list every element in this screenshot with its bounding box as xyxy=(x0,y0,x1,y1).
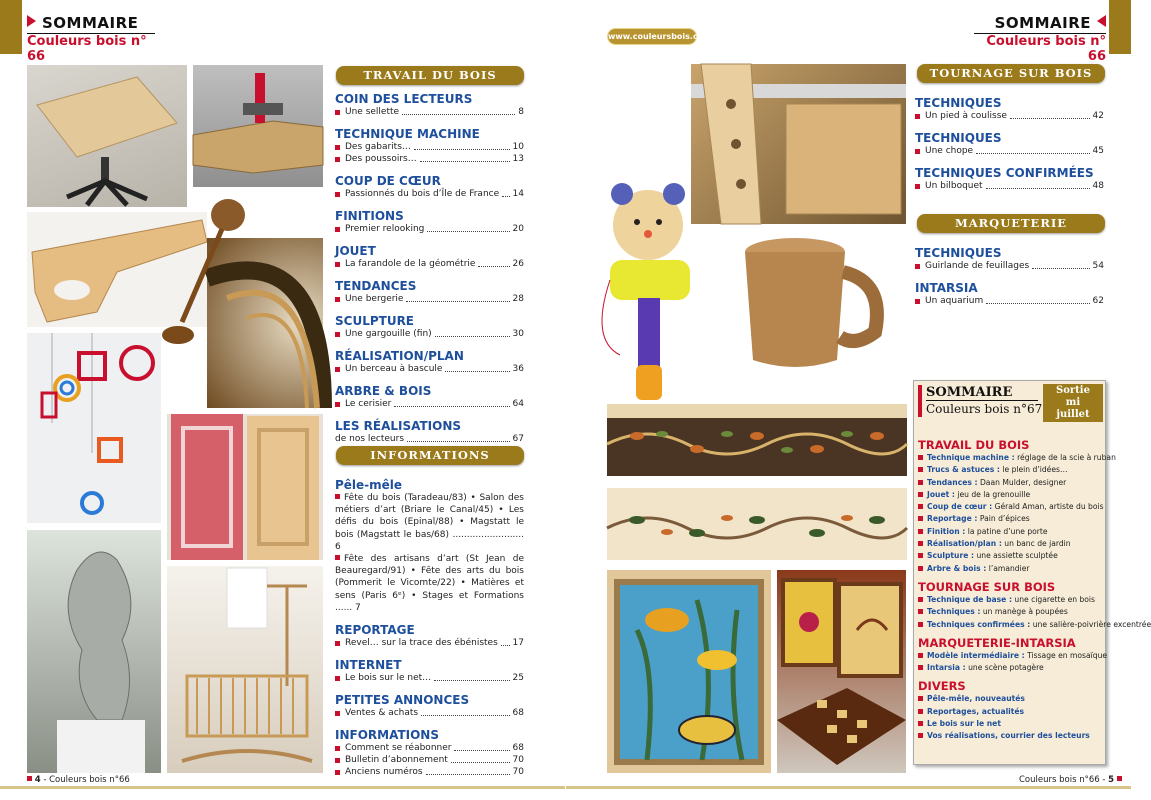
next-issue-contents xyxy=(918,433,1151,743)
next-issue-rubric: Technique de base : xyxy=(927,594,1013,604)
next-issue-topic: une cigarette en bois xyxy=(1012,594,1095,604)
toc-entry[interactable] xyxy=(335,223,524,235)
toc-tournage-sur-bois xyxy=(915,96,1104,201)
bullet-icon xyxy=(918,597,923,602)
entry-page-number: 67 xyxy=(512,434,524,444)
release-date-badge: Sortie mi juillet xyxy=(1043,384,1103,422)
bullet-icon xyxy=(335,555,340,560)
next-issue-title: SOMMAIRE xyxy=(926,385,1013,400)
dot-leader xyxy=(435,336,510,337)
toc-section xyxy=(335,279,524,305)
bullet-icon xyxy=(918,609,923,614)
toc-entry[interactable] xyxy=(335,754,524,766)
section-heading[interactable]: TECHNIQUES xyxy=(915,131,1002,145)
bullet-icon xyxy=(335,494,340,499)
next-issue-rubric: Techniques : xyxy=(927,607,981,617)
toc-section xyxy=(335,244,524,270)
photo-guirlande-1 xyxy=(607,404,907,476)
next-issue-topic: un manège à poupées xyxy=(980,607,1068,617)
next-issue-topic: jeu de la grenouille xyxy=(954,489,1031,499)
photo-berceau xyxy=(167,566,323,773)
next-issue-item xyxy=(918,477,1102,489)
entry-title: Un berceau à bascule xyxy=(345,364,443,374)
bullet-icon xyxy=(918,622,923,627)
toc-entry[interactable] xyxy=(915,295,1104,307)
next-issue-topic: l’amandier xyxy=(986,563,1030,573)
next-issue-item xyxy=(918,550,1102,562)
bullet-icon xyxy=(335,110,340,115)
next-issue-item xyxy=(918,662,1102,674)
chope-illustration xyxy=(735,232,885,372)
bullet-icon xyxy=(1117,776,1122,781)
next-issue-topic: le plein d’idées… xyxy=(999,465,1068,475)
pied-a-coulisse-illustration xyxy=(691,64,906,224)
red-triangle-icon xyxy=(1097,15,1106,27)
section-heading[interactable]: TENDANCES xyxy=(335,279,417,293)
next-issue-rubric: Coup de cœur : xyxy=(927,502,993,512)
dot-leader xyxy=(501,645,510,646)
toc-travail-du-bois xyxy=(335,92,524,454)
next-issue-subtitle: Couleurs bois n°67 xyxy=(926,402,1043,416)
gargouille-illustration xyxy=(27,530,161,773)
entry-title: Passionnés du bois d’Île de France xyxy=(345,189,500,199)
next-issue-topic: une assiette sculptée xyxy=(974,551,1058,561)
dot-leader xyxy=(427,231,509,232)
dot-leader xyxy=(478,266,509,267)
bullet-icon xyxy=(335,641,340,646)
next-issue-item xyxy=(918,718,1102,730)
next-issue-rubric: Le bois sur le net xyxy=(927,719,1001,729)
pele-mele-para-2[interactable]: Fête des artisans d’art (St Jean de Beauregard/91) • Fête des arts du bois (Pommerit le Vicomte/22) • Matières et sens (Paris 6ᵉ) • Stages et Formations ...... 7 xyxy=(335,554,524,613)
photo-guirlande-2 xyxy=(607,488,907,560)
bullet-icon xyxy=(335,746,340,751)
section-heading[interactable]: FINITIONS xyxy=(335,209,404,223)
entry-title: Des gabarits… xyxy=(345,142,411,152)
entry-page-number: 28 xyxy=(512,294,524,304)
bullet-icon xyxy=(335,332,340,337)
entry-title: Une chope xyxy=(925,146,974,156)
next-issue-rubric: Jouet : xyxy=(927,489,955,499)
bullet-icon xyxy=(918,492,923,497)
section-heading[interactable]: RÉALISATION/PLAN xyxy=(335,349,464,363)
bullet-icon xyxy=(918,653,923,658)
toc-entry[interactable] xyxy=(335,153,524,165)
bilboquet-illustration xyxy=(160,197,250,347)
bullet-icon xyxy=(915,114,920,119)
dot-leader xyxy=(1032,268,1089,269)
bullet-icon xyxy=(915,299,920,304)
section-heading[interactable]: PETITES ANNONCES xyxy=(335,693,470,708)
sellette-illustration xyxy=(27,65,187,207)
mobile-illustration xyxy=(27,333,161,523)
toc-section xyxy=(335,92,524,118)
bullet-icon xyxy=(335,711,340,716)
photo-sellette xyxy=(27,65,187,207)
next-issue-topic: Gérald Aman, artiste du bois xyxy=(992,502,1104,512)
entry-page-number: 64 xyxy=(512,399,524,409)
entry-page-number: 68 xyxy=(512,743,524,754)
bullet-icon xyxy=(915,264,920,269)
section-heading[interactable]: INFORMATIONS xyxy=(335,728,439,743)
entry-page-number: 13 xyxy=(512,154,524,164)
bullet-icon xyxy=(335,402,340,407)
dot-leader xyxy=(414,149,510,150)
footer-left: 4 - Couleurs bois n°66 xyxy=(27,775,130,785)
dot-leader xyxy=(976,153,1089,154)
next-issue-rubric: Pêle-mêle, nouveautés xyxy=(927,694,1025,704)
entry-title: Un pied à coulisse xyxy=(925,111,1007,121)
entry-title: Une gargouille (fin) xyxy=(345,329,432,339)
section-heading[interactable]: TECHNIQUES CONFIRMÉES xyxy=(915,166,1094,180)
toc-informations xyxy=(335,478,524,787)
next-issue-rubric: Reportages, actualités xyxy=(927,706,1025,716)
next-issue-item xyxy=(918,452,1116,464)
dot-leader xyxy=(394,406,509,407)
dot-leader xyxy=(454,750,509,751)
toc-section xyxy=(335,419,524,445)
section-heading[interactable]: REPORTAGE xyxy=(335,623,415,638)
toc-entry[interactable] xyxy=(335,707,524,719)
bullet-icon xyxy=(335,770,340,775)
next-issue-rubric: Intarsia : xyxy=(927,663,966,673)
pele-mele-para-1[interactable]: Fête du bois (Taradeau/83) • Salon des métiers d’art (Briare le Canal/45) • Les défis du bois (Epinal/88) • Magstatt le bois (Magstatt le bas/68) ......................... 6 xyxy=(335,493,524,552)
bullet-icon xyxy=(918,529,923,534)
toc-section xyxy=(915,131,1104,157)
entry-title: Revel… sur la trace des ébénistes xyxy=(345,638,498,649)
toc-entry[interactable] xyxy=(915,260,1104,272)
left-masthead xyxy=(27,14,155,64)
photo-chope xyxy=(735,232,885,372)
next-issue-rubric: Arbre & bois : xyxy=(927,563,987,573)
bullet-icon xyxy=(915,184,920,189)
berceau-illustration xyxy=(167,566,323,773)
next-issue-topic: un banc de jardin xyxy=(1001,539,1071,549)
toc-section xyxy=(335,728,524,778)
photo-bilboquet-tourne xyxy=(160,197,250,347)
toc-section xyxy=(335,314,524,340)
entry-page-number: 20 xyxy=(512,224,524,234)
bullet-icon xyxy=(918,541,923,546)
entry-title: Le bois sur le net… xyxy=(345,673,432,684)
toc-entry[interactable] xyxy=(335,328,524,340)
entry-page-number: 36 xyxy=(512,364,524,374)
banner-informations: INFORMATIONS xyxy=(336,446,524,465)
entry-page-number: 45 xyxy=(1092,146,1104,156)
bullet-icon xyxy=(335,297,340,302)
entry-page-number: 26 xyxy=(512,259,524,269)
right-masthead-title: SOMMAIRE xyxy=(994,14,1091,32)
entry-title: Anciens numéros xyxy=(345,767,423,778)
toc-entry[interactable] xyxy=(335,363,524,375)
next-issue-item xyxy=(918,501,1102,513)
toc-informations-sections xyxy=(335,623,524,778)
bullet-icon xyxy=(335,758,340,763)
dot-leader xyxy=(434,680,509,681)
next-issue-topic: Pain d’épices xyxy=(977,514,1030,524)
page-number: 5 xyxy=(1108,775,1115,785)
next-issue-topic: Tissage en mosaïque xyxy=(1024,650,1108,660)
toc-section xyxy=(335,623,524,649)
section-heading[interactable]: INTARSIA xyxy=(915,281,978,295)
footer-right: Couleurs bois n°66 - 5 xyxy=(1019,775,1122,785)
bullet-icon xyxy=(915,149,920,154)
next-issue-section-heading: MARQUETERIE-INTARSIA xyxy=(918,635,1076,650)
next-issue-rubric: Réalisation/plan : xyxy=(927,539,1002,549)
gabarit-illustration xyxy=(193,65,323,187)
marqueterie-illustration xyxy=(777,570,906,773)
bullet-icon xyxy=(918,566,923,571)
entry-page-number: 62 xyxy=(1092,296,1104,306)
section-heading[interactable]: COUP DE CŒUR xyxy=(335,174,441,188)
toc-entry[interactable] xyxy=(335,766,524,778)
jouet-bilboquet-illustration xyxy=(590,180,710,410)
entry-page-number: 14 xyxy=(512,189,524,199)
dot-leader xyxy=(1010,118,1090,119)
next-issue-topic: Daan Mulder, designer xyxy=(977,477,1067,487)
dot-leader xyxy=(445,371,509,372)
section-heading[interactable]: TECHNIQUES xyxy=(915,246,1002,260)
next-issue-section-heading: TOURNAGE SUR BOIS xyxy=(918,579,1056,594)
next-issue-topic: la patine d’une porte xyxy=(965,526,1048,536)
next-issue-item xyxy=(918,693,1102,705)
left-masthead-subtitle: Couleurs bois n° 66 xyxy=(27,34,147,64)
next-issue-rubric: Techniques confirmées : xyxy=(927,619,1031,629)
next-issue-item xyxy=(918,619,1151,631)
next-issue-item xyxy=(918,650,1108,662)
next-issue-rubric: Sculpture : xyxy=(927,551,975,561)
section-heading[interactable]: LES RÉALISATIONS xyxy=(335,419,462,433)
entry-page-number: 25 xyxy=(512,673,524,684)
next-issue-rubric: Reportage : xyxy=(927,514,978,524)
toc-section xyxy=(915,281,1104,307)
next-issue-item xyxy=(918,513,1102,525)
bullet-icon xyxy=(918,709,923,714)
photo-gargouille xyxy=(27,530,161,773)
toc-entry[interactable] xyxy=(335,293,524,305)
section-heading[interactable]: SCULPTURE xyxy=(335,314,415,328)
toc-entry[interactable] xyxy=(335,672,524,684)
toc-entry[interactable] xyxy=(915,110,1104,122)
photo-marqueterie-boite xyxy=(777,570,906,773)
bullet-icon xyxy=(335,676,340,681)
section-heading[interactable]: JOUET xyxy=(335,244,376,258)
next-issue-item xyxy=(918,526,1102,538)
entry-title: La farandole de la géométrie xyxy=(345,259,476,269)
entry-page-number: 48 xyxy=(1092,181,1104,191)
next-issue-topic: une salière-poivrière excentrée xyxy=(1030,619,1151,629)
dot-leader xyxy=(451,762,510,763)
next-issue-rubric: Finition : xyxy=(927,526,966,536)
section-heading[interactable]: COIN DES LECTEURS xyxy=(335,92,473,106)
entry-title: Ventes & achats xyxy=(345,708,419,719)
entry-title: de nos lecteurs xyxy=(335,434,405,444)
next-issue-item xyxy=(918,706,1102,718)
entry-page-number: 17 xyxy=(512,638,524,649)
toc-entry[interactable] xyxy=(335,433,524,445)
toc-entry[interactable] xyxy=(335,398,524,410)
entry-page-number: 68 xyxy=(512,708,524,719)
next-issue-item xyxy=(918,489,1102,501)
next-issue-topic: réglage de la scie à ruban xyxy=(1014,453,1116,462)
toc-entry[interactable] xyxy=(335,141,524,153)
page-number: 4 xyxy=(34,775,41,785)
section-heading[interactable]: TECHNIQUE MACHINE xyxy=(335,127,480,141)
banner-travail-du-bois: TRAVAIL DU BOIS xyxy=(336,66,524,85)
bullet-icon xyxy=(335,367,340,372)
next-issue-item xyxy=(918,606,1102,618)
toc-section xyxy=(335,349,524,375)
toc-entry[interactable] xyxy=(915,180,1104,192)
guirlande-2-illustration xyxy=(607,488,907,560)
doors-illustration xyxy=(167,414,323,560)
bullet-icon xyxy=(335,227,340,232)
entry-title: Premier relooking xyxy=(345,224,425,234)
toc-section xyxy=(915,96,1104,122)
left-edge-bar xyxy=(0,0,22,54)
next-issue-rubric: Vos réalisations, courrier des lecteurs xyxy=(927,731,1090,741)
next-issue-item xyxy=(918,563,1102,575)
entry-title: Des poussoirs… xyxy=(345,154,417,164)
bullet-icon xyxy=(918,516,923,521)
toc-entry[interactable] xyxy=(335,637,524,649)
entry-title: Un bilboquet xyxy=(925,181,983,191)
section-heading[interactable]: INTERNET xyxy=(335,658,402,673)
right-edge-bar xyxy=(1109,0,1131,54)
bullet-icon xyxy=(918,665,923,670)
bullet-icon xyxy=(335,157,340,162)
section-heading[interactable]: Pêle-mêle xyxy=(335,478,403,492)
toc-entry[interactable] xyxy=(335,258,524,270)
next-issue-box xyxy=(913,380,1151,765)
entry-title: Une bergerie xyxy=(345,294,404,304)
footer-bar-right xyxy=(566,786,1131,789)
toc-section xyxy=(335,658,524,684)
section-heading[interactable]: ARBRE & BOIS xyxy=(335,384,432,398)
bullet-icon xyxy=(918,721,923,726)
section-heading[interactable]: TECHNIQUES xyxy=(915,96,1002,110)
entry-page-number: 10 xyxy=(512,142,524,152)
photo-relooking-portes xyxy=(167,414,323,560)
toc-entry[interactable] xyxy=(915,145,1104,157)
toc-entry[interactable] xyxy=(335,742,524,754)
bullet-icon xyxy=(918,467,923,472)
red-bar xyxy=(918,385,922,417)
entry-page-number: 70 xyxy=(512,767,524,778)
next-issue-rule xyxy=(926,400,1038,401)
red-triangle-icon xyxy=(27,15,36,27)
bullet-icon xyxy=(918,696,923,701)
next-issue-rubric: Technique machine : xyxy=(927,453,1015,462)
dot-leader xyxy=(421,715,509,716)
next-issue-item xyxy=(918,464,1102,476)
bullet-icon xyxy=(335,192,340,197)
bullet-icon xyxy=(918,480,923,485)
dot-leader xyxy=(502,196,509,197)
bullet-icon xyxy=(918,504,923,509)
toc-section xyxy=(335,127,524,165)
bullet-icon xyxy=(27,776,32,781)
bullet-icon xyxy=(918,733,923,738)
bullet-icon xyxy=(335,145,340,150)
toc-section xyxy=(335,384,524,410)
next-issue-item xyxy=(918,730,1102,742)
dot-leader xyxy=(426,774,510,775)
entry-title: Un aquarium xyxy=(925,296,984,306)
photo-pied-a-coulisse xyxy=(691,64,906,224)
next-issue-rubric: Trucs & astuces : xyxy=(927,465,1000,475)
photo-gabarit xyxy=(193,65,323,187)
dot-leader xyxy=(986,303,1089,304)
toc-entry[interactable] xyxy=(335,106,524,118)
next-issue-item xyxy=(918,538,1102,550)
toc-section xyxy=(335,174,524,200)
next-issue-rubric: Modèle intermédiaire : xyxy=(927,650,1025,660)
entry-title: Une sellette xyxy=(345,107,400,117)
dot-leader xyxy=(420,161,510,162)
entry-page-number: 70 xyxy=(512,755,524,766)
next-issue-header xyxy=(914,381,1107,421)
entry-title: Bulletin d’abonnement xyxy=(345,755,448,766)
entry-page-number: 30 xyxy=(512,329,524,339)
next-issue-section-heading: DIVERS xyxy=(918,679,966,694)
toc-section xyxy=(915,246,1104,272)
toc-section-pele-mele xyxy=(335,478,524,614)
next-issue-section-heading: TRAVAIL DU BOIS xyxy=(918,438,1030,452)
entry-page-number: 8 xyxy=(518,107,524,117)
toc-section xyxy=(335,209,524,235)
entry-title: Le cerisier xyxy=(345,399,392,409)
dot-leader xyxy=(407,441,510,442)
bullet-icon xyxy=(918,553,923,558)
toc-entry[interactable] xyxy=(335,188,524,200)
entry-title: Guirlande de feuillages xyxy=(925,261,1030,271)
banner-tournage-sur-bois: TOURNAGE SUR BOIS xyxy=(917,64,1105,83)
guirlande-1-illustration xyxy=(607,404,907,476)
right-masthead xyxy=(974,14,1106,64)
right-masthead-subtitle: Couleurs bois n° 66 xyxy=(986,34,1106,64)
next-issue-topic: une scène potagère xyxy=(965,663,1044,673)
photo-aquarium xyxy=(607,570,771,773)
toc-marqueterie xyxy=(915,246,1104,316)
dot-leader xyxy=(402,114,515,115)
bullet-icon xyxy=(918,455,923,460)
footer-bar-left xyxy=(0,786,565,789)
toc-section xyxy=(915,166,1104,192)
website-badge[interactable]: www.couleursbois.com xyxy=(607,28,697,45)
left-masthead-title: SOMMAIRE xyxy=(42,14,139,32)
toc-section xyxy=(335,693,524,719)
aquarium-illustration xyxy=(607,570,771,773)
next-issue-rubric: Tendances : xyxy=(927,477,978,487)
photo-bilboquet-jouet xyxy=(590,180,710,410)
dot-leader xyxy=(406,301,509,302)
entry-page-number: 42 xyxy=(1092,111,1104,121)
next-issue-item xyxy=(918,594,1102,606)
dot-leader xyxy=(986,188,1090,189)
entry-page-number: 54 xyxy=(1092,261,1104,271)
bullet-icon xyxy=(335,262,340,267)
photo-farandole-geometrie xyxy=(27,333,161,523)
banner-marqueterie: MARQUETERIE xyxy=(917,214,1105,233)
entry-title: Comment se réabonner xyxy=(345,743,452,754)
